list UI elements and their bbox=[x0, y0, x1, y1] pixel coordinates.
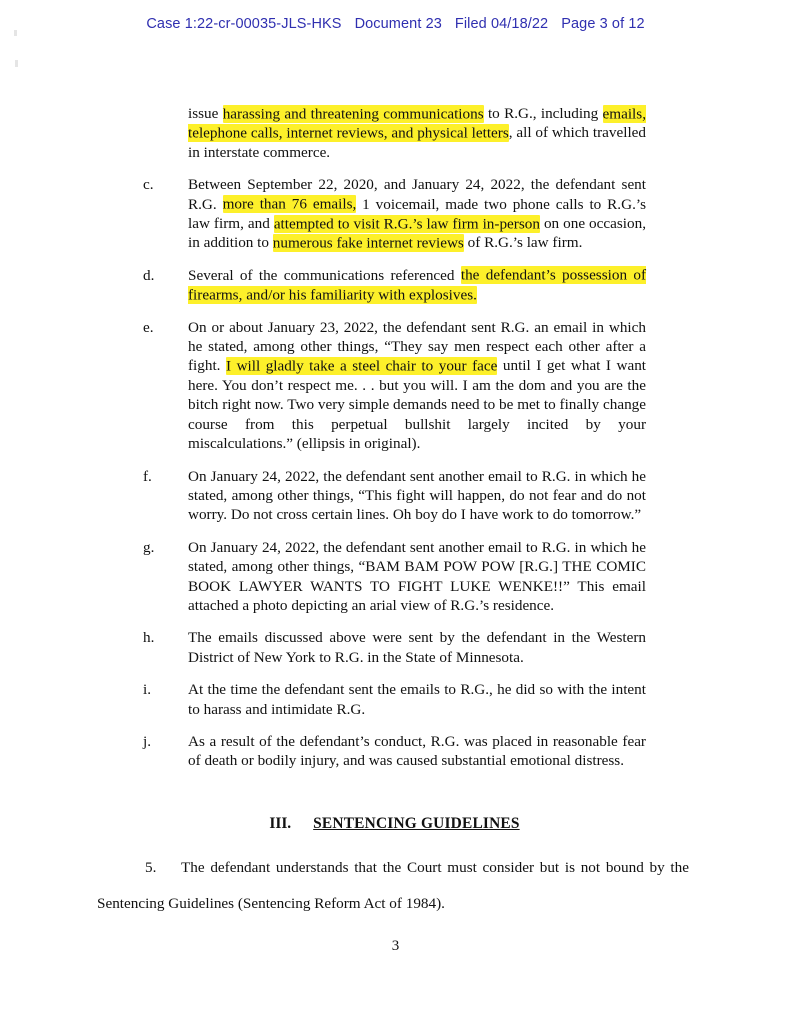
item-body-c bbox=[188, 175, 646, 253]
text-segment: On or about January 23, 2022, the defendant sent R.G. an email in which he stated, among other things, “They say men respect each other after a fight. bbox=[188, 318, 646, 375]
page-number-footer: 3 bbox=[391, 938, 400, 954]
ecf-filed-date: Filed 04/18/22 bbox=[454, 16, 549, 32]
item-body-e bbox=[188, 318, 646, 454]
continued-paragraph bbox=[188, 104, 646, 162]
text-segment: Between September 22, 2020, and January 24, 2022, the defendant sent R.G. bbox=[188, 176, 646, 213]
list-item bbox=[143, 538, 646, 616]
list-item bbox=[143, 175, 646, 253]
paragraph-number: 5. bbox=[145, 859, 157, 876]
highlight-more-than-76-emails: more than 76 emails, bbox=[222, 195, 357, 213]
ecf-document-number: Document 23 bbox=[354, 16, 442, 32]
highlight-firearms-explosives: the defendant’s possession of firearms, and/or his familiarity with explosives. bbox=[188, 266, 647, 304]
text-segment: of R.G.’s law firm. bbox=[463, 234, 583, 252]
item-marker-e: e. bbox=[143, 318, 154, 336]
text-segment: Several of the communications referenced bbox=[188, 266, 461, 284]
highlight-harassing-communications: harassing and threatening communications bbox=[222, 105, 484, 122]
ecf-case-number: Case 1:22-cr-00035-JLS-HKS bbox=[146, 16, 342, 32]
scan-artifact-speck bbox=[14, 30, 17, 36]
text-segment: on one occasion, in addition to bbox=[188, 215, 646, 252]
item-body-j: As a result of the defendant’s conduct, R.G. was placed in reasonable fear of death or bodily injury, and was caused substantial emotional distress. bbox=[188, 732, 646, 770]
section-title: SENTENCING GUIDELINES bbox=[313, 815, 520, 832]
item-marker-i: i. bbox=[143, 681, 152, 699]
highlight-communication-methods: emails, telephone calls, internet reviews, and physical letters bbox=[188, 105, 646, 142]
continued-text-segment: , all of which travelled in interstate commerce. bbox=[188, 124, 646, 161]
list-item bbox=[143, 628, 646, 667]
scan-artifact-speck bbox=[15, 60, 18, 67]
highlight-steel-chair-threat: I will gladly take a steel chair to your face bbox=[226, 357, 498, 375]
list-item bbox=[143, 318, 646, 454]
list-item bbox=[143, 732, 646, 771]
list-item bbox=[143, 680, 646, 719]
item-body-h: The emails discussed above were sent by the defendant in the Western District of New York to R.G. in the State of Minnesota. bbox=[188, 629, 646, 666]
item-body-d bbox=[188, 266, 646, 305]
highlight-attempted-visit: attempted to visit R.G.’s law firm in-person bbox=[273, 215, 540, 233]
ecf-page-indicator: Page 3 of 12 bbox=[561, 16, 645, 32]
text-segment: until I get what I want here. You don’t respect me. . . but you will. I am the dom and you are the bitch right now. Two very simple demands need to be met to finally change course from this perpetual bullshit largely incited by your miscalculations.” (ellipsis in original). bbox=[188, 357, 647, 453]
ecf-filing-stamp bbox=[0, 16, 791, 32]
list-item bbox=[143, 266, 646, 305]
item-body-i: At the time the defendant sent the emails to R.G., he did so with the intent to harass and intimidate R.G. bbox=[188, 681, 646, 718]
item-marker-c: c. bbox=[143, 176, 154, 194]
paragraph-text: The defendant understands that the Court must consider but is not bound by the Sentencing Guidelines (Sentencing Reform Act of 1984). bbox=[97, 859, 689, 912]
item-marker-h: h. bbox=[143, 629, 155, 647]
item-marker-f: f. bbox=[143, 467, 152, 485]
item-marker-d: d. bbox=[143, 266, 155, 284]
list-item bbox=[143, 467, 646, 525]
highlight-fake-reviews: numerous fake internet reviews bbox=[272, 234, 464, 252]
section-heading bbox=[143, 815, 646, 833]
item-body-f: On January 24, 2022, the defendant sent another email to R.G. in which he stated, among other things, “This fight will happen, do not fear and do not worry. Do not cross certain lines. Oh boy do I have work to do tomorrow.” bbox=[188, 467, 646, 524]
continued-text-segment: issue bbox=[188, 105, 223, 122]
numbered-paragraph-5 bbox=[97, 850, 689, 922]
item-marker-j: j. bbox=[143, 732, 152, 750]
document-body bbox=[143, 104, 646, 771]
section-numeral: III. bbox=[269, 815, 292, 832]
item-body-g: On January 24, 2022, the defendant sent another email to R.G. in which he stated, among other things, “BAM BAM POW POW [R.G.] THE COMIC BOOK LAWYER WANTS TO FIGHT LUKE WENKE!!” This email attached a photo depicting an arial view of R.G.’s residence. bbox=[188, 538, 646, 614]
continued-text-segment: to R.G., including bbox=[483, 105, 603, 122]
item-marker-g: g. bbox=[143, 538, 155, 556]
text-segment: 1 voicemail, made two phone calls to R.G.’s law firm, and bbox=[188, 195, 646, 233]
